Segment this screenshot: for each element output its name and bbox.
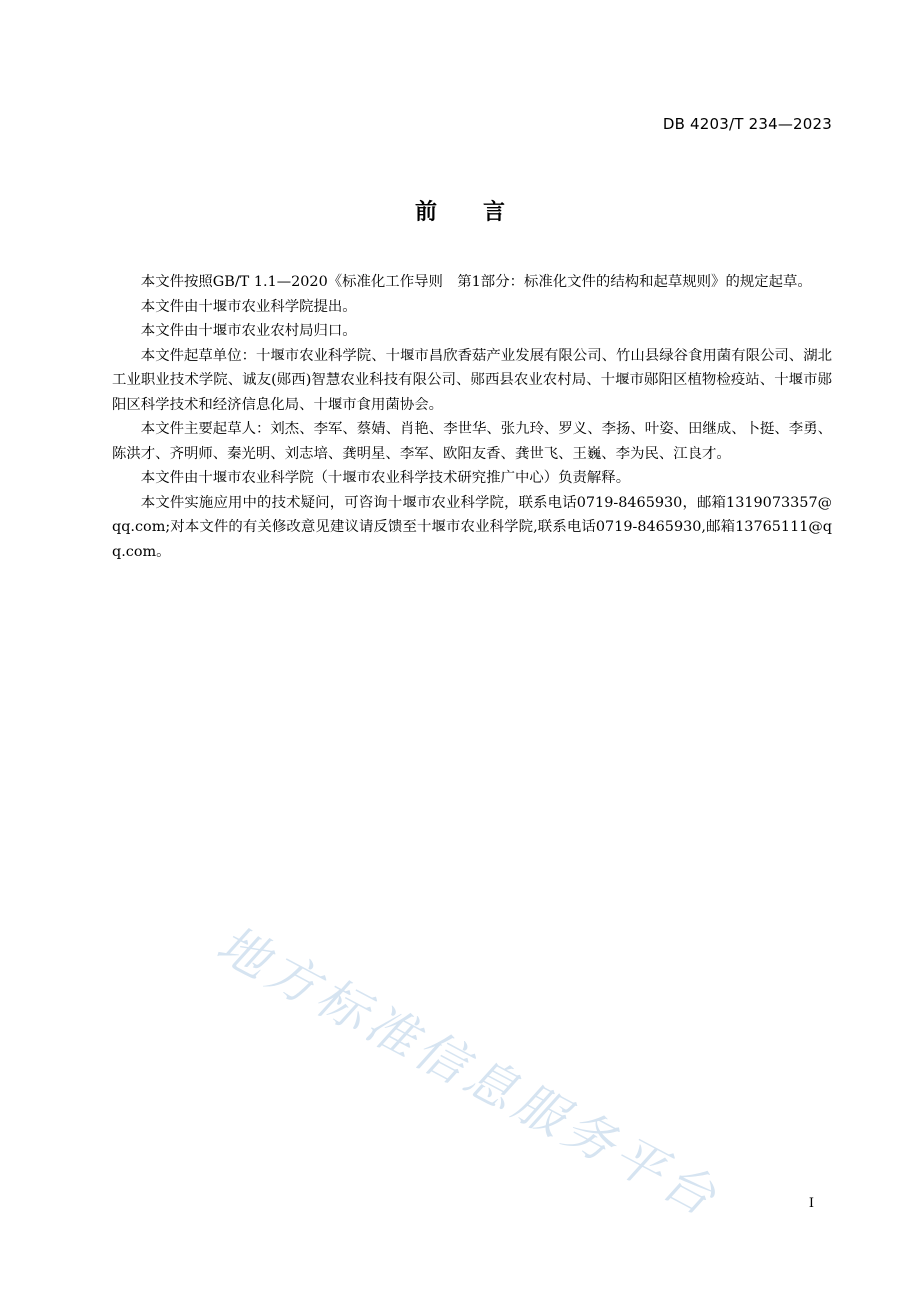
paragraph-contact: 本文件实施应用中的技术疑问，可咨询十堰市农业科学院，联系电话0719-8465930，邮箱1319073357@qq.com;对本文件的有关修改意见建议请反馈至十堰市农业科学院,联系电话0719-8465930,邮箱13765111@qq.com。 xyxy=(112,494,832,560)
page-title: 前言 xyxy=(414,200,551,225)
paragraph-drafting-rules: 本文件按照GB/T 1.1—2020《标准化工作导则 第1部分：标准化文件的结构和起草规则》的规定起草。 xyxy=(140,274,812,290)
paragraph-drafting-units: 本文件起草单位：十堰市农业科学院、十堰市昌欣香菇产业发展有限公司、竹山县绿谷食用菌有限公司、湖北工业职业技术学院、诚友(郧西)智慧农业科技有限公司、郧西县农业农村局、十堰市郧阳区植物检疫站、十堰市郧阳区科学技术和经济信息化局、十堰市食用菌协会。 xyxy=(112,347,832,413)
page-number: I xyxy=(808,1196,814,1211)
paragraph-proposer: 本文件由十堰市农业科学院提出。 xyxy=(140,298,357,315)
document-code: DB 4203/T 234—2023 xyxy=(662,115,832,133)
paragraph-administrator: 本文件由十堰市农业农村局归口。 xyxy=(140,323,357,339)
paragraph-drafters: 本文件主要起草人：刘杰、李军、蔡婧、肖艳、李世华、张九玲、罗义、李扬、叶姿、田继成、卜挺、李勇、陈洪才、齐明师、秦光明、刘志培、龚明星、李军、欧阳友香、龚世飞、王巍、李为民、江良才。 xyxy=(112,421,832,462)
document-body xyxy=(112,270,832,564)
paragraph-interpretation: 本文件由十堰市农业科学院（十堰市农业科学技术研究推广中心）负责解释。 xyxy=(140,470,631,486)
watermark: 地方标准信息服务平台 xyxy=(207,914,730,1229)
